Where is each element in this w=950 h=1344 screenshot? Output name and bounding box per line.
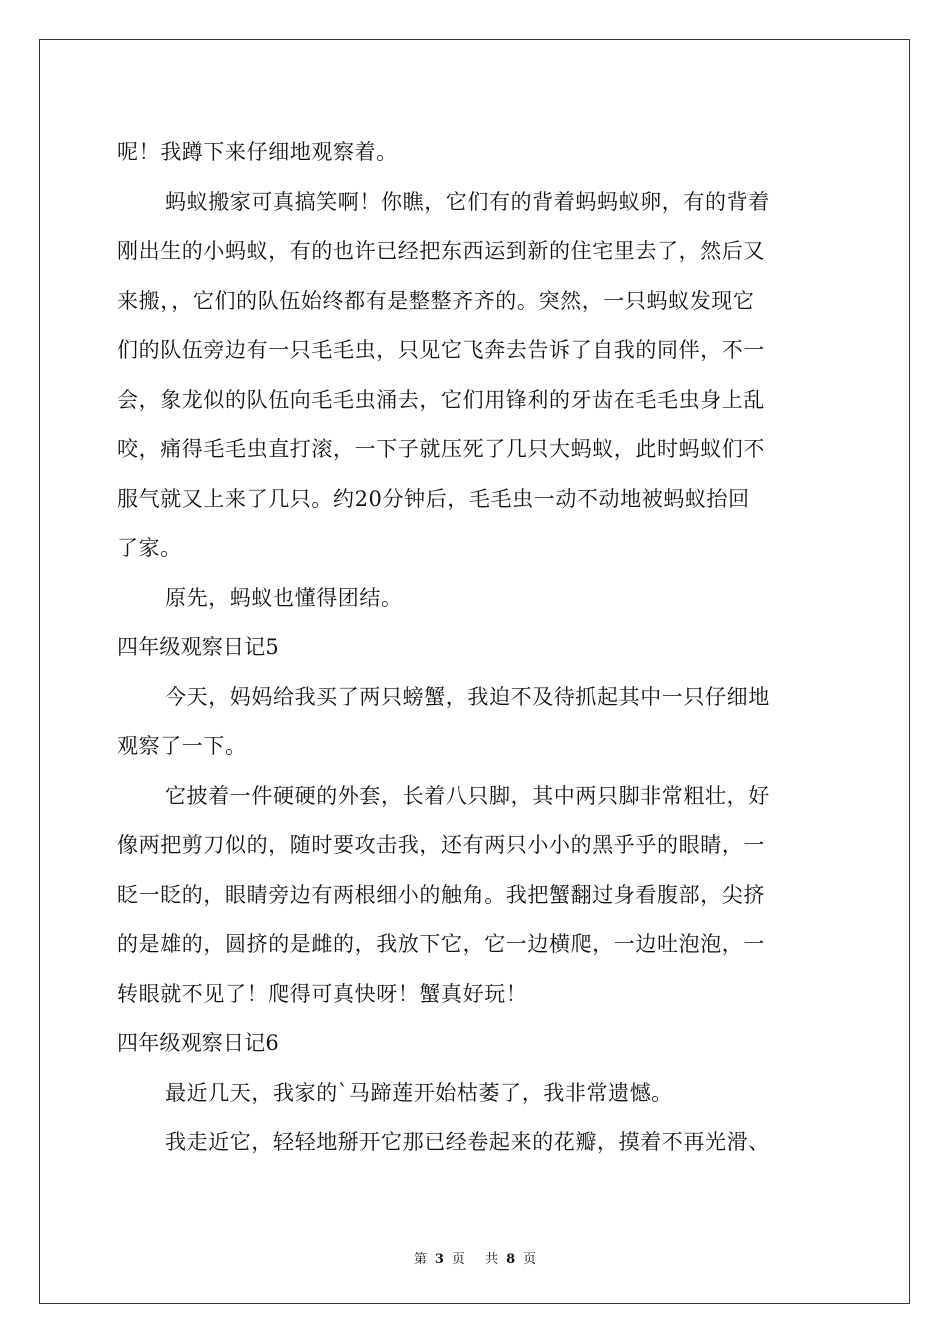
current-page-number: 3 (434, 1252, 444, 1267)
document-body (117, 128, 833, 1168)
text-line: 的是雄的，圆挤的是雌的，我放下它，它一边横爬，一边吐泡泡，一 (117, 932, 765, 956)
text-line: 今天，妈妈给我买了两只螃蟹，我迫不及待抓起其中一只仔细地 (165, 684, 770, 709)
text-line: 服气就又上来了几只。约20分钟后，毛毛虫一动不动地被蚂蚁抬回 (117, 486, 750, 511)
text-line: 蚂蚁搬家可真搞笑啊！你瞧，它们有的背着蚂蚂蚁卵，有的背着 (165, 189, 770, 214)
text-line: 眨一眨的，眼睛旁边有两根细小的触角。我把蟹翻过身看腹部，尖挤 (117, 882, 765, 907)
total-page-number: 8 (506, 1252, 516, 1267)
text-line: 刚出生的小蚂蚁，有的也许已经把东西运到新的住宅里去了，然后又 (117, 239, 765, 263)
text-line: 转眼就不见了！爬得可真快呀！蟹真好玩！ (117, 981, 528, 1006)
section-heading: 四年级观察日记6 (117, 1031, 279, 1055)
text-line: 来搬，，它们的队伍始终都有是整整齐齐的。突然，一只蚂蚁发现它 (117, 288, 755, 313)
text-line: 们的队伍旁边有一只毛毛虫，只见它飞奔去告诉了自我的同伴，不一 (117, 338, 765, 362)
text-line: 原先，蚂蚁也懂得团结。 (165, 585, 403, 610)
text-line: 咬，痛得毛毛虫直打滚，一下子就压死了几只大蚂蚁，此时蚂蚁们不 (117, 437, 765, 461)
text-line: 我走近它，轻轻地掰开它那已经卷起来的花瓣，摸着不再光滑、 (165, 1130, 770, 1154)
total-prefix: 共 (485, 1252, 499, 1267)
text-line: 观察了一下。 (117, 734, 247, 758)
page-footer (0, 1248, 950, 1267)
page-indicator (410, 1252, 469, 1267)
text-line: 了家。 (117, 536, 182, 560)
total-suffix: 页 (523, 1252, 537, 1267)
text-line: 它披着一件硬硬的外套，长着八只脚，其中两只脚非常粗壮，好 (165, 783, 770, 808)
text-line: 会，象龙似的队伍向毛毛虫涌去，它们用锋利的牙齿在毛毛虫身上乱 (117, 387, 765, 412)
text-line: 像两把剪刀似的，随时要攻击我，还有两只小小的黑乎乎的眼睛，一 (117, 833, 765, 857)
page-suffix: 页 (451, 1252, 465, 1267)
total-indicator (481, 1252, 540, 1267)
page-prefix: 第 (413, 1252, 427, 1267)
text-line: 呢！我蹲下来仔细地观察着。 (117, 140, 398, 164)
text-line: 最近几天，我家的`马蹄莲开始枯萎了，我非常遗憾。 (165, 1080, 673, 1105)
section-heading: 四年级观察日记5 (117, 635, 279, 659)
